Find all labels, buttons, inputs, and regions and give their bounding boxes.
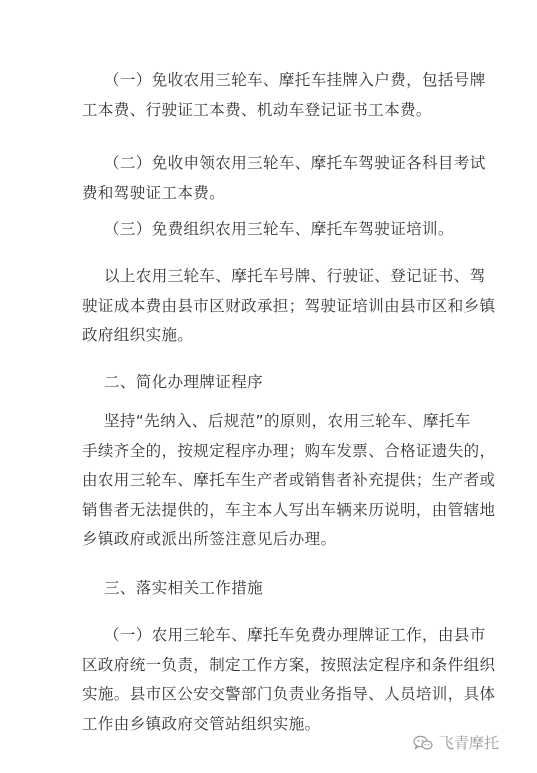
paragraph-line: （二）免收申领农用三轮车、摩托车驾驶证各科目考试 bbox=[104, 154, 486, 172]
paragraph-fee-exemption-registration bbox=[82, 66, 502, 125]
watermark-text: 飞青摩托 bbox=[438, 734, 499, 752]
paragraph-line: 实施。县市区公安交警部门负责业务指导、人员培训，具体 bbox=[82, 685, 496, 703]
section-heading-simplify-procedure: 二、简化办理牌证程序 bbox=[104, 373, 264, 391]
watermark bbox=[413, 732, 499, 753]
paragraph-cost-bearing bbox=[82, 262, 502, 351]
paragraph-line: 费和驾驶证工本费。 bbox=[82, 183, 226, 202]
paragraph-line: 乡镇政府或派出所签注意见后办理。 bbox=[82, 530, 337, 548]
paragraph-line: 政府组织实施。 bbox=[82, 326, 194, 344]
paragraph-line: 坚持“先纳入、后规范”的原则，农用三轮车、摩托车 bbox=[104, 412, 471, 430]
paragraph-line: 销售者无法提供的，车主本人写出车辆来历说明，由管辖地 bbox=[82, 500, 496, 519]
paragraph-line: 驶证成本费由县市区财政承担；驾驶证培训由县市区和乡镇 bbox=[82, 296, 496, 315]
paragraph-line: 由农用三轮车、摩托车生产者或销售者补充提供；生产者或 bbox=[82, 471, 496, 489]
paragraph-line: （三）免费组织农用三轮车、摩托车驾驶证培训。 bbox=[104, 220, 454, 238]
paragraph-line: 区政府统一负责，制定工作方案，按照法定程序和条件组织 bbox=[82, 655, 496, 674]
paragraph-line: 工本费、行驶证工本费、机动车登记证书工本费。 bbox=[82, 100, 432, 119]
paragraph-line: （一）免收农用三轮车、摩托车挂牌入户费，包括号牌 bbox=[104, 71, 486, 89]
paragraph-procedure-principle bbox=[82, 407, 502, 555]
paragraph-line: 手续齐全的，按规定程序办理；购车发票、合格证遗失的， bbox=[82, 441, 496, 460]
paragraph-line: 以上农用三轮车、摩托车号牌、行驶证、登记证书、驾 bbox=[104, 267, 486, 285]
paragraph-work-responsibility bbox=[82, 621, 502, 739]
section-heading-work-measures: 三、落实相关工作措施 bbox=[104, 579, 264, 597]
paragraph-fee-exemption-license bbox=[82, 149, 502, 208]
paragraph-line: （一）农用三轮车、摩托车免费办理牌证工作，由县市 bbox=[104, 626, 486, 644]
paragraph-line: 工作由乡镇政府交管站组织实施。 bbox=[82, 714, 321, 733]
wechat-icon bbox=[413, 735, 433, 751]
paragraph-free-training bbox=[82, 215, 502, 245]
